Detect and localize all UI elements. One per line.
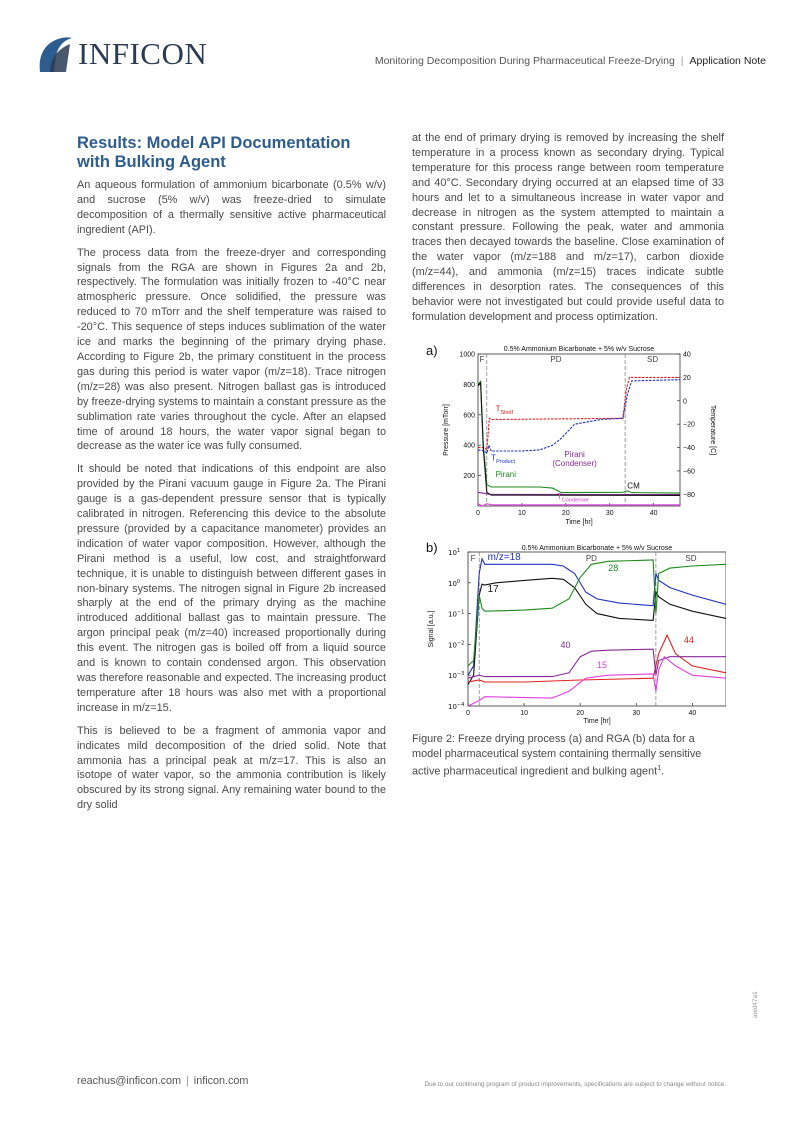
phase-label: PD: [585, 554, 597, 563]
header-title: Monitoring Decomposition During Pharmaceutical Freeze-Drying: [374, 55, 675, 67]
footer-website[interactable]: inficon.com: [193, 1075, 249, 1087]
y-tick-label: $10^{-4}$: [448, 702, 465, 711]
series-label: 15: [597, 660, 608, 671]
y-tick-label: $10^{-2}$: [448, 640, 465, 650]
header-separator: |: [680, 55, 684, 67]
x-tick-label: 30: [605, 510, 614, 517]
right-column: [412, 131, 724, 333]
y-axis-label: Pressure [mTorr]: [443, 404, 450, 456]
y-tick-label: 600: [463, 412, 475, 420]
x-tick-label: 0: [466, 710, 470, 717]
y-tick-label: 200: [463, 473, 475, 481]
series-annotation: Pirani (Condenser): [552, 449, 597, 468]
series-label: 44: [683, 635, 694, 646]
caption-reference: 1: [657, 764, 662, 772]
series-line: [478, 380, 680, 454]
series-label: 17: [487, 584, 499, 596]
inficon-logo: [36, 36, 216, 72]
series-label: 28: [608, 563, 619, 574]
paragraph: This is believed to be a fragment of ammonia vapor and indicates mild decomposition of the dried solid. Note that ammonia has a principal peak at m/z=17. This is also an isotope of water vapor, so the ammonia contribution is likely obscured by its strong signal. Any remaining water bound to the dry solid: [77, 724, 386, 812]
plot-frame: [478, 354, 680, 506]
section-heading: Results: Model API Documentation with Bulking Agent: [77, 134, 351, 171]
footer-email[interactable]: reachus@inficon.com: [77, 1075, 181, 1087]
y-tick-label: 400: [463, 442, 475, 450]
series-annotation: Pirani: [495, 470, 517, 480]
panel-label: a): [426, 343, 438, 358]
x-tick-label: 10: [518, 510, 526, 517]
footer-disclaimer: Due to our continuing program of product improvements, specifications are subject to change without notice.: [424, 1081, 726, 1088]
y2-tick-label: −60: [683, 468, 695, 476]
y-tick-label: $10^{-1}$: [448, 609, 465, 619]
y-tick-label: 1000: [459, 351, 475, 359]
left-column: [77, 134, 386, 821]
phase-label: F: [479, 355, 485, 364]
page-header: [375, 55, 766, 67]
caption-end: .: [661, 765, 665, 778]
y2-tick-label: 40: [683, 351, 691, 359]
brand-name: INFICON: [78, 36, 208, 71]
footer-contact: [77, 1075, 248, 1087]
x-tick-label: 30: [632, 710, 641, 717]
y2-axis-label: Temperature [C]: [709, 404, 716, 456]
x-tick-label: 40: [649, 510, 658, 517]
figure-2a: [424, 343, 726, 531]
x-tick-label: 0: [476, 510, 480, 517]
x-tick-label: 40: [688, 710, 697, 717]
series-annotation: CM: [627, 481, 640, 491]
x-tick-label: 10: [520, 710, 528, 717]
chart-title: 0.5% Ammonium Bicarbonate + 5% w/v Sucrose: [521, 545, 673, 552]
figure-2b: [424, 538, 726, 728]
y2-tick-label: −80: [683, 491, 695, 499]
series-label: m/z=18: [487, 551, 521, 563]
plot-frame: [468, 552, 726, 706]
phase-label: SD: [685, 554, 697, 563]
chart-freeze-drying-process: [424, 343, 726, 531]
panel-label: b): [426, 540, 438, 555]
inficon-logo-icon: [36, 36, 74, 74]
series-label: 40: [560, 640, 571, 651]
x-axis-label: Time [hr]: [565, 519, 593, 526]
document-id: aoid47a1: [752, 991, 759, 1018]
figure-caption: [412, 732, 724, 779]
y-tick-label: $10^0$: [448, 578, 461, 588]
y2-tick-label: −40: [683, 445, 695, 453]
y-tick-label: $10^{-3}$: [448, 671, 465, 681]
paragraph: An aqueous formulation of ammonium bicarbonate (0.5% w/v) and sucrose (5% w/v) was freeze-dried to simulate decomposition of a thermally sensitive active pharmaceutical ingredient (API).: [77, 179, 386, 236]
paragraph: The process data from the freeze-dryer and corresponding signals from the RGA are shown in Figures 2a and 2b, respectively. The formulation was initially frozen to -40°C near atmospheric pressure. Once solidified, the pressure was reduced to 70 mTorr and the shelf temperature was raised to -20°C. This sequence of steps induces sublimation of the water ice and marks the beginning of the primary drying phase. According to Figure 2b, the primary constituent in the process gas during this period is water vapor (m/z=18). Trace nitrogen (m/z=28) was also present. Nitrogen ballast gas is introduced by freeze-drying systems to maintain a constant pressure as the sublimation rate varies throughout the cycle. After an elapsed time of around 18 hours, the water vapor signal began to decrease as the water ice was fully consumed.: [77, 246, 386, 453]
series-annotation: $T_{Product}$: [491, 453, 516, 465]
y-tick-label: $10^1$: [448, 548, 461, 557]
y2-tick-label: 0: [683, 398, 687, 406]
y-axis-label: Signal [a.u.]: [428, 610, 435, 648]
paragraph: It should be noted that indications of this endpoint are also provided by the Pirani vacuum gauge in Figure 2a. The Pirani gauge is a gas-dependent pressure sensor that is typically calibrated in nitrogen. Referencing this device to the absolute pressure (provided by a capacitance manometer) provides an indication of water vapor composition. However, although the Pirani method is a useful, low cost, and straightforward technique, it is unable to distinguish between different gases in non-binary systems. The nitrogen signal in Figure 2b increased sharply at the end of the primary drying as the machine introduced additional ballast gas to maintain pressure. The argon principal peak (m/z=40) increased proportionally during this event. The nitrogen gas is boiled off from a liquid source and is known to contain condensed argon. This observation was therefore reasonable and expected. The increasing product temperature after 18 hours was also met with a proportional increase in m/z=15.: [77, 463, 386, 714]
series-annotation: $T_{Shelf}$: [495, 404, 514, 416]
series-line: [468, 559, 726, 675]
chart-title: 0.5% Ammonium Bicarbonate + 5% w/v Sucrose: [503, 346, 655, 353]
doc-type: Application Note: [689, 55, 766, 67]
x-tick-label: 20: [561, 510, 570, 517]
x-axis-label: Time [hr]: [583, 718, 611, 725]
footer-separator: |: [185, 1075, 189, 1087]
y2-tick-label: −20: [683, 421, 695, 429]
phase-label: F: [470, 554, 476, 563]
x-tick-label: 20: [576, 710, 585, 717]
paragraph: at the end of primary drying is removed by increasing the shelf temperature in a process known as secondary drying. Typical temperature for this process range between room temperature and 40°C. Secondary drying occurred at an elapsed time of 33 hours and let to a simultaneous increase in water vapor and decrease in nitrogen as the system attempted to maintain a constant pressure. Following the peak, water and ammonia traces then decayed towards the baseline. Close examination of the water vapor (m/z=188 and m/z=17), carbon dioxide (m/z=44), and ammonia (m/z=15) traces indicate subtle differences in desorption rates. The consequences of this behavior were not investigated but could provide useful data to formulation development and process optimization.: [412, 132, 724, 323]
caption-text: Figure 2: Freeze drying process (a) and RGA (b) data for a model pharmaceutical system containing thermally sensitive active pharmaceutical ingredient and bulking agent: [412, 733, 702, 778]
y2-tick-label: 20: [683, 374, 691, 382]
y-tick-label: 800: [463, 381, 475, 389]
phase-label: PD: [550, 355, 562, 364]
series-annotation: $T_{Condenser}$: [557, 491, 589, 504]
chart-rga-signals: [424, 538, 726, 728]
phase-label: SD: [646, 355, 659, 364]
